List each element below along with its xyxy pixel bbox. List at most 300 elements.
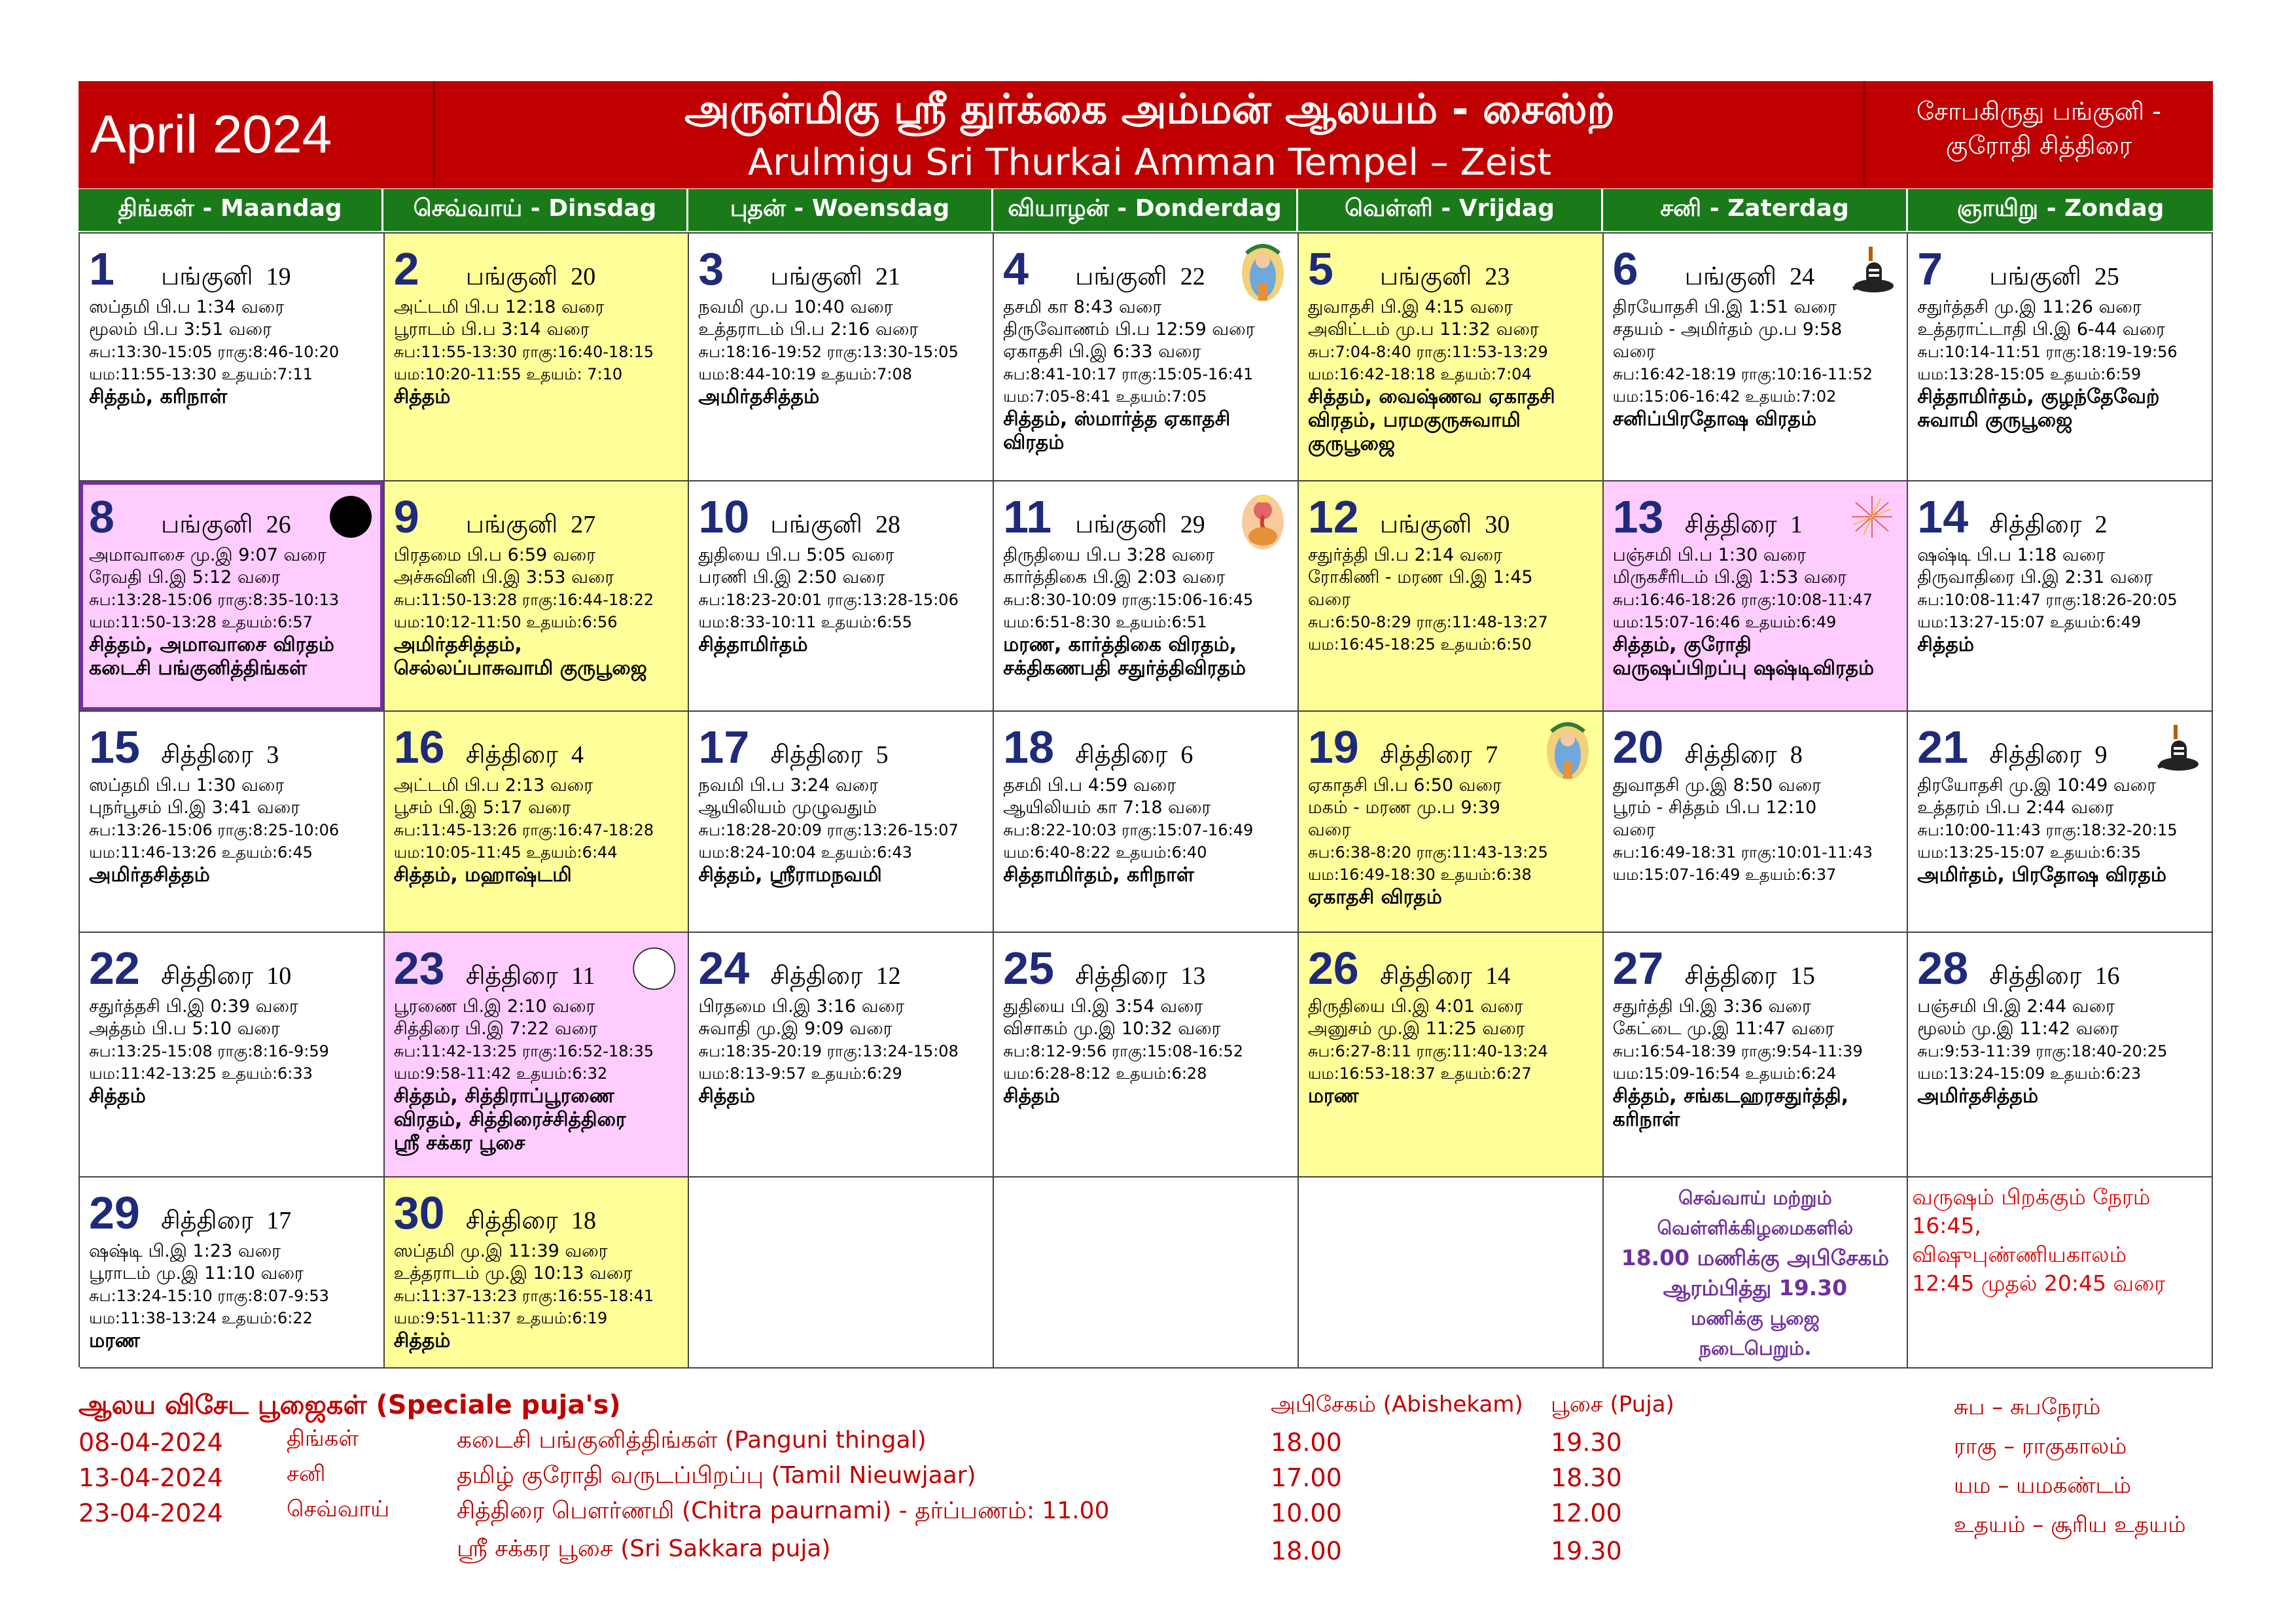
tamil-day: 23 [1485, 263, 1510, 290]
header-divider [1863, 81, 1865, 188]
footer-weekday: திங்கள் [287, 1425, 359, 1452]
day-cell [80, 234, 385, 481]
tithi-line: அமாவாசை மு.இ 9:07 வரை [89, 545, 327, 565]
nakshatra-line-cont: வரை [1612, 820, 1655, 840]
observance-line: சித்தம், குரோதி [1612, 633, 1752, 656]
calendar-grid [79, 232, 2213, 1367]
note-line: வெள்ளிக்கிழமைகளில் [1657, 1217, 1854, 1239]
tamil-day: 17 [266, 1207, 292, 1234]
day-cell [1299, 234, 1604, 481]
tamil-day: 26 [266, 511, 291, 538]
tamil-month: பங்குனி [465, 511, 558, 538]
subha-rahu-line: சுப:10:00-11:43 ராகு:18:32-20:15 [1917, 821, 2178, 839]
observance-line: சித்தம், சித்திராப்பூரணை [393, 1085, 614, 1108]
puja-column-header: பூசை (Puja) [1551, 1391, 1674, 1418]
day-cell [1604, 712, 1909, 933]
tamil-year-line: குரோதி சித்திரை [1945, 131, 2132, 160]
tamil-day: 18 [571, 1207, 596, 1234]
tamil-day: 24 [1790, 263, 1815, 290]
tithi-line: துவாதசி மு.இ 8:50 வரை [1612, 775, 1822, 795]
tamil-month: பங்குனி [1075, 511, 1167, 538]
subha-rahu-line: சுப:16:46-18:26 ராகு:10:08-11:47 [1612, 591, 1873, 609]
footer-puja-time: 12.00 [1551, 1499, 1622, 1527]
nakshatra-line: மூலம் மு.இ 11:42 வரை [1917, 1019, 2119, 1039]
observance-line: அமிர்தம், பிரதோஷ விரதம் [1917, 864, 2167, 886]
tamil-day: 10 [266, 962, 292, 990]
day-number: 24 [698, 943, 750, 994]
observance-line: சித்தாமிர்தம் [698, 633, 808, 656]
tamil-month: சித்திரை [161, 962, 254, 990]
nakshatra-line: அத்தம் பி.ப 5:10 வரை [89, 1019, 280, 1039]
subha-rahu-line: சுப:10:14-11:51 ராகு:18:19-19:56 [1917, 343, 2178, 361]
empty-day-cell [1299, 1178, 1604, 1369]
yama-sunrise-line: யம:10:20-11:55 உதயம்: 7:10 [393, 365, 623, 383]
tithi-line: ஷஷ்டி பி.இ 1:23 வரை [89, 1241, 281, 1261]
day-number: 4 [1003, 243, 1029, 294]
day-cell-header [394, 491, 680, 544]
day-cell [385, 712, 690, 933]
yama-sunrise-line: யம:16:53-18:37 உதயம்:6:27 [1307, 1064, 1532, 1083]
subha-rahu-line: சுப:8:30-10:09 ராகு:15:06-16:45 [1003, 591, 1254, 609]
subha-rahu-line: சுப:18:16-19:52 ராகு:13:30-15:05 [698, 343, 959, 361]
tamil-month: பங்குனி [1379, 263, 1472, 290]
tamil-month: சித்திரை [465, 962, 558, 990]
tamil-day: 15 [1790, 962, 1815, 990]
day-cell [1908, 481, 2213, 712]
weekday-tuesday: செவ்வாய் - Dinsdag [383, 189, 688, 231]
note-line: வருஷம் பிறக்கும் நேரம் [1912, 1184, 2151, 1210]
footer-abishekam-time: 17.00 [1271, 1463, 1342, 1492]
tithi-line: சதுர்த்தசி பி.இ 0:39 வரை [89, 996, 298, 1017]
tamil-day: 28 [875, 511, 900, 538]
tithi-line: சதுர்த்தி பி.இ 3:36 வரை [1612, 996, 1811, 1017]
yama-sunrise-line: யம:9:58-11:42 உதயம்:6:32 [393, 1064, 608, 1083]
yama-sunrise-line: யம:11:50-13:28 உதயம்:6:57 [89, 613, 313, 631]
nakshatra-line: அனுசம் மு.இ 11:25 வரை [1307, 1019, 1525, 1039]
day-cell-header [1003, 721, 1290, 775]
yama-sunrise-line: யம:16:49-18:30 உதயம்:6:38 [1307, 865, 1532, 884]
note-line: செவ்வாய் மற்றும் [1678, 1187, 1832, 1209]
tamil-day: 13 [1180, 962, 1206, 990]
tithi-line: பிரதமை பி.ப 6:59 வரை [393, 545, 596, 565]
day-cell-header [1003, 942, 1290, 996]
day-cell-header [89, 243, 376, 296]
day-cell [385, 234, 690, 481]
day-cell-header [394, 243, 680, 296]
observance-line: சித்தம், கரிநாள் [89, 385, 228, 408]
abishekam-schedule-note [1604, 1178, 1909, 1369]
observance-line: ஸ்ரீ சக்கர பூசை [393, 1132, 525, 1155]
footer-date: 08-04-2024 [79, 1428, 223, 1457]
note-line: 12:45 முதல் 20:45 வரை [1912, 1270, 2166, 1296]
subha-rahu-line: சுப:13:24-15:10 ராகு:8:07-9:53 [89, 1287, 329, 1305]
weekday-monday: திங்கள் - Maandag [79, 189, 383, 231]
tamil-month: சித்திரை [1684, 511, 1777, 538]
footer-weekday: செவ்வாய் [287, 1496, 390, 1522]
day-cell [1908, 933, 2213, 1178]
tamil-day: 11 [571, 962, 595, 990]
tamil-month: பங்குனி [770, 263, 862, 290]
nakshatra-line: ரோகிணி - மரண பி.இ 1:45 [1307, 567, 1533, 587]
yama-sunrise-line: யம:8:44-10:19 உதயம்:7:08 [698, 365, 913, 383]
tamil-month: பங்குனி [465, 263, 558, 290]
subha-rahu-line: சுப:11:55-13:30 ராகு:16:40-18:15 [393, 343, 654, 361]
tithi-line: பஞ்சமி பி.இ 2:44 வரை [1917, 996, 2115, 1017]
subha-rahu-line: சுப:8:12-9:56 ராகு:15:08-16:52 [1003, 1042, 1244, 1060]
tithi-line: சதுர்த்தசி மு.இ 11:26 வரை [1917, 297, 2142, 317]
tamil-month: பங்குனி [161, 511, 253, 538]
tamil-month: சித்திரை [1989, 511, 2082, 538]
tamil-day: 25 [2094, 263, 2119, 290]
yama-sunrise-line: யம:13:24-15:09 உதயம்:6:23 [1917, 1064, 2142, 1083]
nakshatra-line: அச்சுவினி பி.இ 3:53 வரை [393, 567, 614, 587]
nakshatra-line: பூசம் பி.இ 5:17 வரை [393, 797, 571, 818]
day-number: 13 [1612, 491, 1664, 542]
nakshatra-line: உத்தரம் பி.ப 2:44 வரை [1917, 797, 2114, 818]
tamil-month: பங்குனி [1684, 263, 1777, 290]
tamil-day: 22 [1180, 263, 1205, 290]
day-cell [1908, 234, 2213, 481]
empty-day-cell [994, 1178, 1299, 1369]
day-cell [1299, 933, 1604, 1178]
tithi-line: ஏகாதசி பி.ப 6:50 வரை [1307, 775, 1502, 795]
subha-rahu-line: சுப:16:42-18:19 ராகு:10:16-11:52 [1612, 365, 1873, 383]
day-number: 19 [1307, 722, 1359, 773]
day-number: 5 [1307, 243, 1333, 294]
day-number: 27 [1612, 943, 1664, 994]
weekday-thursday: வியாழன் - Donderdag [993, 189, 1298, 231]
footer-abishekam-time: 10.00 [1271, 1499, 1342, 1527]
subha-rahu-line: சுப:11:42-13:25 ராகு:16:52-18:35 [393, 1042, 654, 1060]
yama-sunrise-line: யம:15:06-16:42 உதயம்:7:02 [1612, 387, 1837, 406]
subha-rahu-line: சுப:10:08-11:47 ராகு:18:26-20:05 [1917, 591, 2178, 609]
subha-rahu-line: சுப:6:27-8:11 ராகு:11:40-13:24 [1307, 1042, 1548, 1060]
day-number: 2 [393, 243, 419, 294]
yama-sunrise-line: யம:8:24-10:04 உதயம்:6:43 [698, 843, 913, 862]
day-cell [689, 481, 994, 712]
tamil-day: 8 [1790, 741, 1803, 769]
day-number: 8 [89, 491, 115, 542]
tamil-day: 12 [875, 962, 901, 990]
note-line: 18.00 மணிக்கு அபிசேகம் [1621, 1245, 1890, 1270]
observance-line: சித்தம் [89, 1085, 146, 1108]
legend-item: ராகு – ராகுகாலம் [1954, 1433, 2127, 1459]
day-number: 29 [89, 1187, 140, 1238]
note-line: ஆரம்பித்து 19.30 [1663, 1275, 1848, 1300]
footer-puja-time: 19.30 [1551, 1428, 1622, 1457]
tithi-line: அட்டமி பி.ப 12:18 வரை [393, 297, 605, 317]
subha-rahu-line: சுப:11:45-13:26 ராகு:16:47-18:28 [393, 821, 654, 839]
tamil-day: 21 [875, 263, 900, 290]
yama-sunrise-line: யம:15:07-16:49 உதயம்:6:37 [1612, 865, 1837, 884]
weekday-saturday: சனி - Zaterdag [1603, 189, 1908, 231]
observance-line: அமிர்தசித்தம் [89, 864, 210, 886]
nakshatra-line: திருவோணம் பி.ப 12:59 வரை [1003, 319, 1255, 340]
yama-sunrise-line: யம:11:42-13:25 உதயம்:6:33 [89, 1064, 313, 1083]
day-cell-header [394, 721, 680, 775]
subha-rahu-line: சுப:11:37-13:23 ராகு:16:55-18:41 [393, 1287, 654, 1305]
legend-item: யம – யமகண்டம் [1954, 1473, 2132, 1499]
footer-abishekam-time: 18.00 [1271, 1428, 1342, 1457]
yama-sunrise-line: யம:6:28-8:12 உதயம்:6:28 [1003, 1064, 1207, 1083]
nakshatra-line: சுவாதி மு.இ 9:09 வரை [698, 1019, 892, 1039]
abishekam-column-header: அபிசேகம் (Abishekam) [1271, 1391, 1523, 1418]
observance-line: சித்தம், ஸ்மார்த்த ஏகாதசி [1003, 408, 1231, 430]
nakshatra-line: உத்தராடம் பி.ப 2:16 வரை [698, 319, 919, 340]
day-cell [80, 1178, 385, 1369]
day-cell [1604, 933, 1909, 1178]
day-number: 7 [1917, 243, 1943, 294]
yama-sunrise-line: யம:8:13-9:57 உதயம்:6:29 [698, 1064, 902, 1083]
footer-weekday: சனி [287, 1461, 326, 1487]
observance-line: சனிப்பிரதோஷ விரதம் [1612, 408, 1817, 430]
nakshatra-line: உத்தராட்டாதி பி.இ 6-44 வரை [1917, 319, 2166, 340]
nakshatra-line: சதயம் - அமிர்தம் மு.ப 9:58 [1612, 319, 1843, 340]
observance-line: அமிர்தசித்தம், [393, 633, 522, 656]
tithi-line: ஸப்தமி பி.ப 1:34 வரை [89, 297, 285, 317]
tamil-day: 1 [1790, 511, 1803, 538]
day-cell [385, 933, 690, 1178]
observance-line: சித்தம், அமாவாசை விரதம் [89, 633, 334, 656]
tithi-line: தசமி பி.ப 4:59 வரை [1003, 775, 1176, 795]
yama-sunrise-line: யம:8:33-10:11 உதயம்:6:55 [698, 613, 913, 631]
tithi-line: பஞ்சமி பி.ப 1:30 வரை [1612, 545, 1807, 565]
tamil-day: 30 [1485, 511, 1510, 538]
day-number: 23 [393, 943, 445, 994]
observance-line: ஏகாதசி விரதம் [1307, 886, 1442, 909]
footer-event: தமிழ் குரோதி வருடப்பிறப்பு (Tamil Nieuwjaar) [457, 1462, 976, 1489]
footer-title: ஆலய விசேட பூஜைகள் (Speciale puja's) [79, 1390, 621, 1420]
subha-rahu-line: சுப:9:53-11:39 ராகு:18:40-20:25 [1917, 1042, 2168, 1060]
day-number: 12 [1307, 491, 1359, 542]
day-cell [80, 933, 385, 1178]
day-number: 22 [89, 943, 140, 994]
day-number: 16 [393, 722, 445, 773]
observance-line: சுவாமி குருபூஜை [1917, 409, 2073, 432]
day-cell-header [1613, 721, 1899, 775]
day-cell-header [1917, 942, 2204, 996]
day-number: 28 [1917, 943, 1969, 994]
tamil-day: 4 [571, 741, 584, 769]
yama-sunrise-line: யம:9:51-11:37 உதயம்:6:19 [393, 1309, 608, 1327]
observance-line: அமிர்தசித்தம் [698, 385, 820, 408]
tamil-month: சித்திரை [1684, 741, 1777, 769]
yama-sunrise-line: யம:16:45-18:25 உதயம்:6:50 [1307, 635, 1532, 654]
day-cell-header [1308, 243, 1595, 296]
temple-name-tamil: அருள்மிகு ஸ்ரீ துர்க்கை அம்மன் ஆலயம் - சைஸ்ற் [684, 85, 1615, 133]
tamil-month: சித்திரை [161, 1207, 254, 1234]
nakshatra-line: மூலம் பி.ப 3:51 வரை [89, 319, 272, 340]
observance-line: வருஷப்பிறப்பு ஷஷ்டிவிரதம் [1612, 657, 1875, 680]
tithi-line: அட்டமி பி.ப 2:13 வரை [393, 775, 593, 795]
day-cell [1299, 481, 1604, 712]
footer-date: 13-04-2024 [79, 1463, 223, 1492]
day-cell-header [1917, 491, 2204, 544]
subha-rahu-line: சுப:16:54-18:39 ராகு:9:54-11:39 [1612, 1042, 1863, 1060]
temple-name-english: Arulmigu Sri Thurkai Amman Tempel – Zeist [748, 141, 1551, 184]
day-number: 21 [1917, 722, 1969, 773]
day-number: 18 [1003, 722, 1055, 773]
subha-rahu-line: சுப:13:26-15:06 ராகு:8:25-10:06 [89, 821, 340, 839]
day-number: 14 [1917, 491, 1969, 542]
tamil-month: சித்திரை [1684, 962, 1777, 990]
nakshatra-line-cont: ஏகாதசி பி.இ 6:33 வரை [1003, 341, 1201, 362]
day-number: 11 [1003, 491, 1052, 542]
day-cell [385, 1178, 690, 1369]
nakshatra-line: கார்த்திகை பி.இ 2:03 வரை [1003, 567, 1226, 587]
day-number: 26 [1307, 943, 1359, 994]
nakshatra-line: பூரம் - சித்தம் பி.ப 12:10 [1612, 797, 1817, 818]
day-cell [1908, 712, 2213, 933]
observance-line: செல்லப்பாசுவாமி குருபூஜை [393, 657, 647, 680]
observance-line: மரண [89, 1329, 140, 1352]
day-cell-header [698, 721, 985, 775]
nakshatra-line: ஆயிலியம் கா 7:18 வரை [1003, 797, 1211, 818]
observance-line: அமிர்தசித்தம் [1917, 1085, 2039, 1108]
footer-event: ஸ்ரீ சக்கர பூசை (Sri Sakkara puja) [457, 1535, 831, 1562]
subha-rahu-line: சுப:6:38-8:20 ராகு:11:43-13:25 [1307, 843, 1548, 862]
subha-rahu-line: சுப:8:22-10:03 ராகு:15:07-16:49 [1003, 821, 1254, 839]
weekday-header-row [79, 189, 2213, 231]
day-cell [1604, 234, 1909, 481]
day-number: 10 [698, 491, 750, 542]
footer-event: கடைசி பங்குனித்திங்கள் (Panguni thingal) [457, 1427, 927, 1454]
day-cell [994, 481, 1299, 712]
day-cell [80, 712, 385, 933]
tamil-day: 14 [1485, 962, 1511, 990]
day-cell-header [698, 491, 985, 544]
day-cell [80, 481, 385, 712]
day-cell-header [1308, 942, 1595, 996]
tamil-month: சித்திரை [1989, 962, 2082, 990]
day-number: 15 [89, 722, 140, 773]
tamil-month: சித்திரை [1075, 741, 1168, 769]
yama-sunrise-line: யம:10:05-11:45 உதயம்:6:44 [393, 843, 618, 862]
nakshatra-line: பூராடம் பி.ப 3:14 வரை [393, 319, 590, 340]
weekday-friday: வெள்ளி - Vrijdag [1298, 189, 1603, 231]
subha-rahu-line: சுப:13:25-15:08 ராகு:8:16-9:59 [89, 1042, 329, 1060]
tamil-month: பங்குனி [1075, 263, 1167, 290]
subha-rahu-line: சுப:18:35-20:19 ராகு:13:24-15:08 [698, 1042, 959, 1060]
subha-rahu-line: சுப:13:30-15:05 ராகு:8:46-10:20 [89, 343, 340, 361]
tithi-line: திரயோதசி மு.இ 10:49 வரை [1917, 775, 2157, 795]
nakshatra-line: திருவாதிரை பி.இ 2:31 வரை [1917, 567, 2153, 587]
tithi-line: திரயோதசி பி.இ 1:51 வரை [1612, 297, 1837, 317]
footer-puja-time: 19.30 [1551, 1537, 1622, 1565]
tithi-line: சதுர்த்தி பி.ப 2:14 வரை [1307, 545, 1503, 565]
tamil-day: 16 [2094, 962, 2120, 990]
tamil-year-box [1867, 94, 2210, 162]
weekday-wednesday: புதன் - Woensdag [688, 189, 993, 231]
day-number: 6 [1612, 243, 1638, 294]
tithi-line: பிரதமை பி.இ 3:16 வரை [698, 996, 905, 1017]
tithi-line: துவாதசி பி.இ 4:15 வரை [1307, 297, 1513, 317]
observance-line: சித்தாமிர்தம், குழந்தேவேற் [1917, 385, 2160, 408]
tamil-month: சித்திரை [1379, 741, 1473, 769]
day-cell [689, 933, 994, 1178]
subha-rahu-line: சுப:13:28-15:06 ராகு:8:35-10:13 [89, 591, 340, 609]
tamil-day: 29 [1180, 511, 1205, 538]
legend-item: உதயம் – சூரிய உதயம் [1954, 1512, 2186, 1538]
tamil-month: சித்திரை [465, 741, 558, 769]
yama-sunrise-line: யம:11:38-13:24 உதயம்:6:22 [89, 1309, 313, 1327]
day-number: 3 [698, 243, 724, 294]
note-line: நடைபெறும். [1699, 1337, 1812, 1359]
subha-rahu-line: சுப:16:49-18:31 ராகு:10:01-11:43 [1612, 843, 1873, 862]
nakshatra-line: ஆயிலியம் முழுவதும் [698, 797, 877, 818]
tamil-month: சித்திரை [465, 1207, 558, 1234]
observance-line: சக்திகணபதி சதுர்த்திவிரதம் [1003, 657, 1246, 680]
tithi-line: திருதியை பி.இ 4:01 வரை [1307, 996, 1523, 1017]
day-number: 1 [89, 243, 115, 294]
observance-line: சித்தம் [393, 385, 451, 408]
yama-sunrise-line: யம:15:07-16:46 உதயம்:6:49 [1612, 613, 1837, 631]
day-cell [689, 234, 994, 481]
subha-rahu-line: சுப:7:04-8:40 ராகு:11:53-13:29 [1307, 343, 1548, 361]
nakshatra-line: ரேவதி பி.இ 5:12 வரை [89, 567, 281, 587]
tamil-day: 5 [875, 741, 889, 769]
tamil-day: 27 [571, 511, 596, 538]
observance-line: சித்தம் [1003, 1085, 1060, 1108]
nakshatra-line: சித்திரை பி.இ 7:22 வரை [393, 1019, 598, 1039]
observance-line: விரதம், பரமகுருசுவாமி [1307, 409, 1521, 432]
nakshatra-line: பரணி பி.இ 2:50 வரை [698, 567, 885, 587]
tamil-day: 2 [2094, 511, 2108, 538]
yama-sunrise-line: யம:7:05-8:41 உதயம்:7:05 [1003, 387, 1207, 406]
tithi-line: நவமி பி.ப 3:24 வரை [698, 775, 879, 795]
footer-date: 23-04-2024 [79, 1499, 223, 1527]
day-cell-header [1308, 491, 1595, 544]
yama-sunrise-line: யம:6:40-8:22 உதயம்:6:40 [1003, 843, 1207, 862]
day-cell-header [698, 243, 985, 296]
day-cell-header [89, 721, 376, 775]
note-line: 16:45, [1912, 1213, 1981, 1238]
tithi-line: ஸப்தமி பி.ப 1:30 வரை [89, 775, 285, 795]
tamil-day: 19 [266, 263, 291, 290]
tithi-line: பூரணை பி.இ 2:10 வரை [393, 996, 595, 1017]
yama-sunrise-line: யம:15:09-16:54 உதயம்:6:24 [1612, 1064, 1837, 1083]
yama-sunrise-line: யம:13:27-15:07 உதயம்:6:49 [1917, 613, 2142, 631]
tamil-month: சித்திரை [1989, 741, 2082, 769]
nakshatra-line: உத்தராடம் மு.இ 10:13 வரை [393, 1263, 633, 1283]
tamil-day: 3 [266, 741, 279, 769]
observance-line: கடைசி பங்குனித்திங்கள் [89, 657, 308, 680]
yama-sunrise-line: யம:13:25-15:07 உதயம்:6:35 [1917, 843, 2142, 862]
nakshatra-line: விசாகம் மு.இ 10:32 வரை [1003, 1019, 1221, 1039]
tithi-line: திருதியை பி.ப 3:28 வரை [1003, 545, 1215, 565]
observance-line: சித்தம், ஸ்ரீராமநவமி [698, 864, 882, 886]
nakshatra-line-cont: வரை [1612, 341, 1655, 362]
day-cell [994, 933, 1299, 1178]
nakshatra-line: பூராடம் மு.இ 11:10 வரை [89, 1263, 304, 1283]
observance-line: கரிநாள் [1612, 1108, 1680, 1131]
tamil-month: சித்திரை [770, 962, 863, 990]
day-cell-header [394, 1187, 680, 1240]
observance-line: குருபூஜை [1307, 432, 1395, 455]
subha-rahu-line: சுப:18:28-20:09 ராகு:13:26-15:07 [698, 821, 959, 839]
nakshatra-line: மகம் - மரண மு.ப 9:39 [1307, 797, 1500, 818]
observance-line: சித்தாமிர்தம், கரிநாள் [1003, 864, 1194, 886]
tithi-line: துதியை பி.ப 5:05 வரை [698, 545, 894, 565]
tamil-month: பங்குனி [1379, 511, 1472, 538]
tamil-day: 9 [2094, 741, 2108, 769]
observance-line: மரண [1307, 1085, 1359, 1108]
nakshatra-line: புநர்பூசம் பி.இ 3:41 வரை [89, 797, 300, 818]
tamil-year-line: சோபகிருது பங்குனி - [1916, 97, 2161, 126]
observance-line: சித்தம், சங்கடஹரசதுர்த்தி, [1612, 1085, 1849, 1108]
observance-line: சித்தம், வைஷ்ணவ ஏகாதசி [1307, 385, 1555, 408]
day-cell-header [1613, 942, 1899, 996]
